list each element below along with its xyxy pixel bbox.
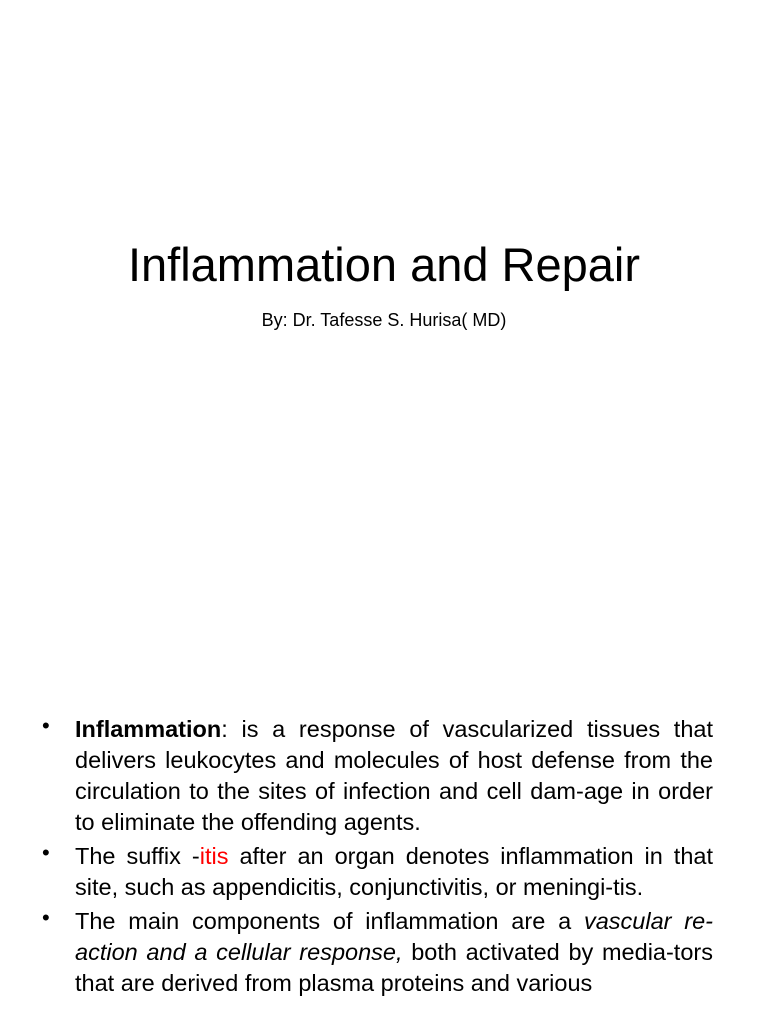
bullet-icon: • bbox=[42, 840, 50, 865]
bullet-icon: • bbox=[42, 713, 50, 738]
term-inflammation: Inflammation bbox=[75, 716, 222, 742]
content-slide bbox=[0, 576, 768, 1024]
components-text-after: both activated by media-tors that are derived from plasma proteins and various bbox=[75, 939, 713, 996]
bullet-icon: • bbox=[42, 905, 50, 930]
definition-text: : is a response of vascularized tissues that delivers leukocytes and molecules of host defense from the circulation to the sites of infection and cell dam-age in order to eliminate the offending agents. bbox=[75, 716, 713, 835]
bullet-item-suffix-itis bbox=[0, 841, 713, 903]
suffix-text-before: The suffix - bbox=[75, 843, 200, 869]
suffix-text-after: after an organ denotes inflammation in that site, such as appendicitis, conjunctivitis, or meningi-tis. bbox=[75, 843, 713, 900]
bullet-item-inflammation-definition bbox=[0, 714, 713, 838]
components-text-before: The main components of inflammation are a bbox=[75, 908, 584, 934]
slide-title: Inflammation and Repair bbox=[127, 238, 641, 291]
bullet-list bbox=[0, 714, 768, 1002]
slide-subtitle: By: Dr. Tafesse S. Hurisa( MD) bbox=[261, 310, 507, 330]
suffix-highlight: itis bbox=[199, 843, 229, 869]
components-italic: vascular re-action and a cellular response, bbox=[75, 908, 713, 965]
bullet-item-main-components bbox=[0, 906, 713, 999]
